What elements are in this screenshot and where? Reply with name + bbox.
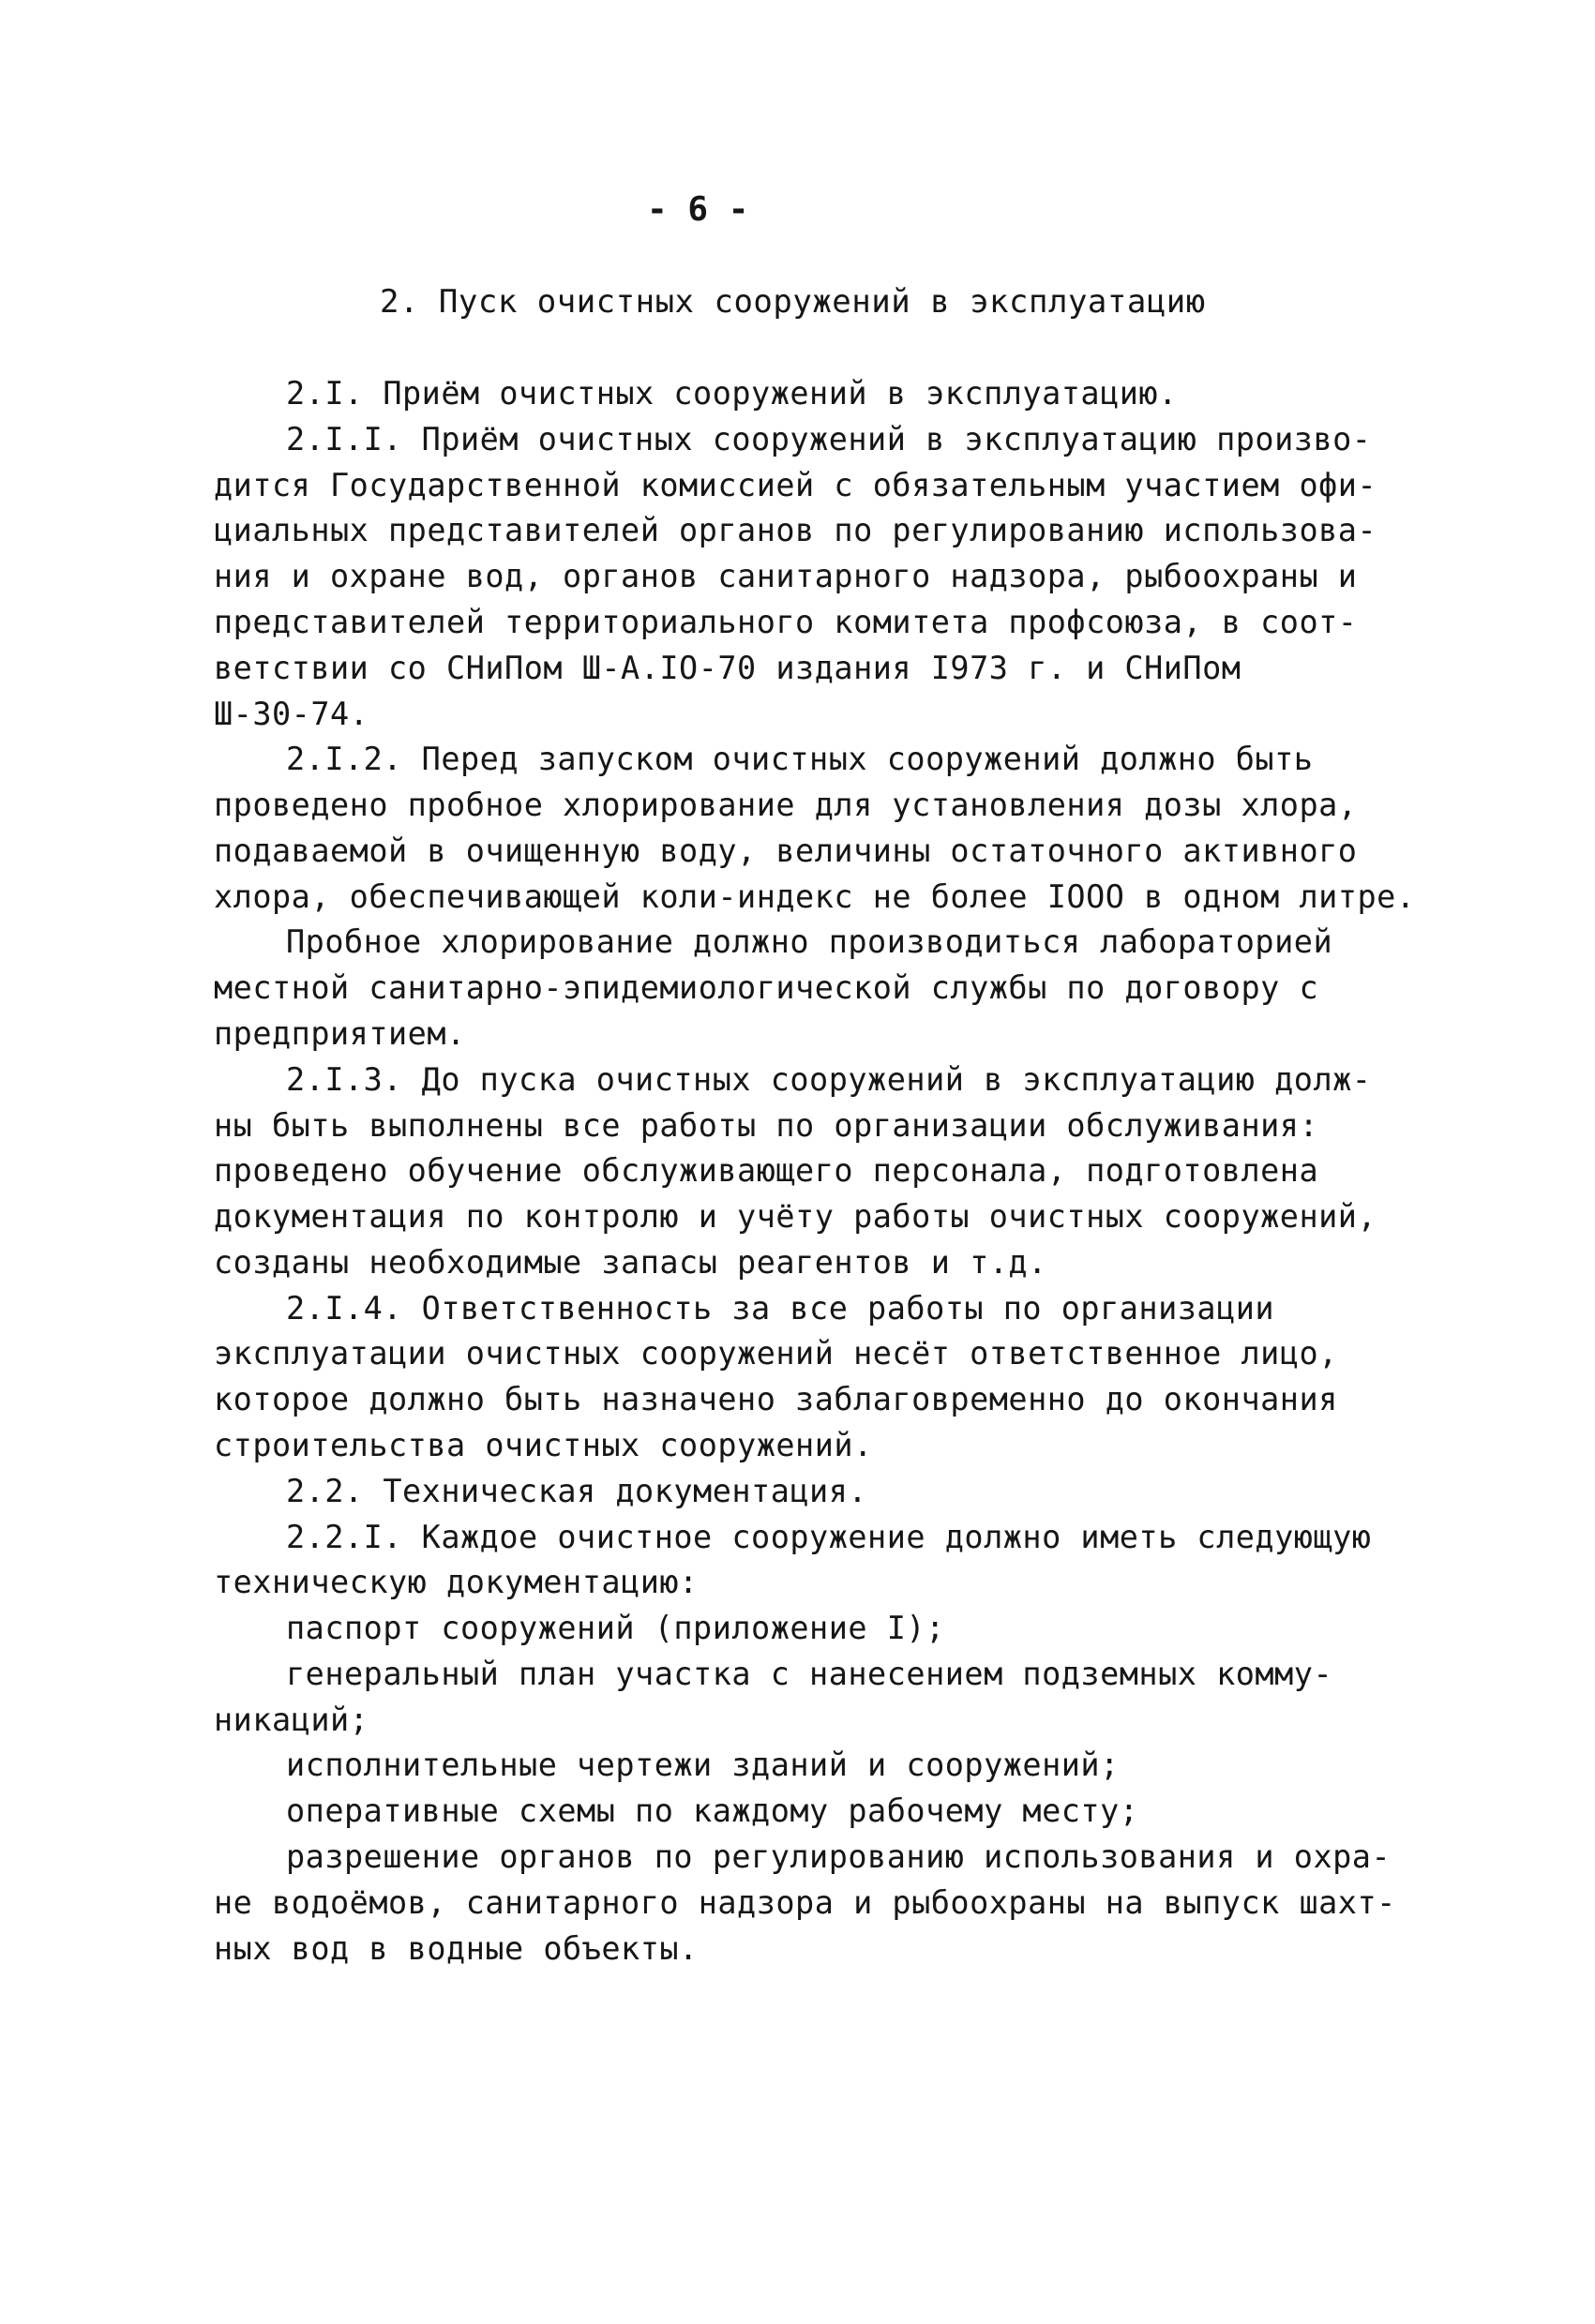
text-line: оперативные схемы по каждому рабочему месту; <box>286 1792 1139 1829</box>
text-line: техническую документацию: <box>214 1564 699 1600</box>
page-number: - 6 - <box>647 190 749 229</box>
text-line: ветствии со СНиПом Ш-А.IO-70 издания I973 г. и СНиПом <box>214 650 1241 686</box>
text-line: Пробное хлорирование должно производиться лабораторией <box>286 923 1333 960</box>
text-line: Ш-30-74. <box>214 696 369 732</box>
text-line: 2.2. Техническая документация. <box>286 1473 868 1509</box>
section-title: 2. Пуск очистных сооружений в эксплуатацию <box>380 283 1206 321</box>
text-line: 2.I.4. Ответственность за все работы по организации <box>286 1290 1275 1327</box>
text-line: представителей территориального комитета профсоюза, в соот- <box>214 604 1358 640</box>
text-line: которое должно быть назначено заблаговременно до окончания <box>214 1381 1338 1417</box>
text-line: ны быть выполнены все работы по организации обслуживания: <box>214 1107 1319 1144</box>
text-line: подаваемой в очищенную воду, величины остаточного активного <box>214 832 1358 869</box>
text-line: предприятием. <box>214 1015 466 1052</box>
text-line: не водоёмов, санитарного надзора и рыбоохраны на выпуск шахт- <box>214 1884 1396 1921</box>
text-line: 2.I. Приём очистных сооружений в эксплуатацию. <box>286 375 1178 412</box>
text-line: паспорт сооружений (приложение I); <box>286 1610 945 1646</box>
text-line: 2.2.I. Каждое очистное сооружение должно иметь следующую <box>286 1519 1372 1555</box>
text-line: разрешение органов по регулированию использования и охра- <box>286 1838 1392 1875</box>
text-line: строительства очистных сооружений. <box>214 1427 873 1463</box>
text-line: проведено пробное хлорирование для установления дозы хлора, <box>214 787 1358 823</box>
text-line: 2.I.3. До пуска очистных сооружений в эксплуатацию долж- <box>286 1061 1372 1098</box>
text-line: ных вод в водные объекты. <box>214 1930 699 1967</box>
text-line: никаций; <box>214 1702 369 1738</box>
text-line: документация по контролю и учёту работы очистных сооружений, <box>214 1198 1377 1235</box>
text-line: исполнительные чертежи зданий и сооружений; <box>286 1747 1120 1783</box>
text-line: эксплуатации очистных сооружений несёт ответственное лицо, <box>214 1335 1338 1372</box>
text-line: генеральный план участка с нанесением подземных комму- <box>286 1656 1333 1692</box>
text-line: 2.I.2. Перед запуском очистных сооружений должно быть <box>286 741 1314 777</box>
text-line: местной санитарно-эпидемиологической службы по договору с <box>214 969 1319 1006</box>
text-line: ния и охране вод, органов санитарного надзора, рыбоохраны и <box>214 558 1358 594</box>
text-line: циальных представителей органов по регулированию использова- <box>214 512 1377 548</box>
text-line: проведено обучение обслуживающего персонала, подготовлена <box>214 1152 1319 1189</box>
text-line: созданы необходимые запасы реагентов и т.д. <box>214 1244 1047 1281</box>
text-line: хлора, обеспечивающей коли-индекс не более IOOO в одном литре. <box>214 878 1416 915</box>
text-line: 2.I.I. Приём очистных сооружений в эксплуатацию произво- <box>286 421 1372 457</box>
text-line: дится Государственной комиссией с обязательным участием офи- <box>214 467 1377 503</box>
